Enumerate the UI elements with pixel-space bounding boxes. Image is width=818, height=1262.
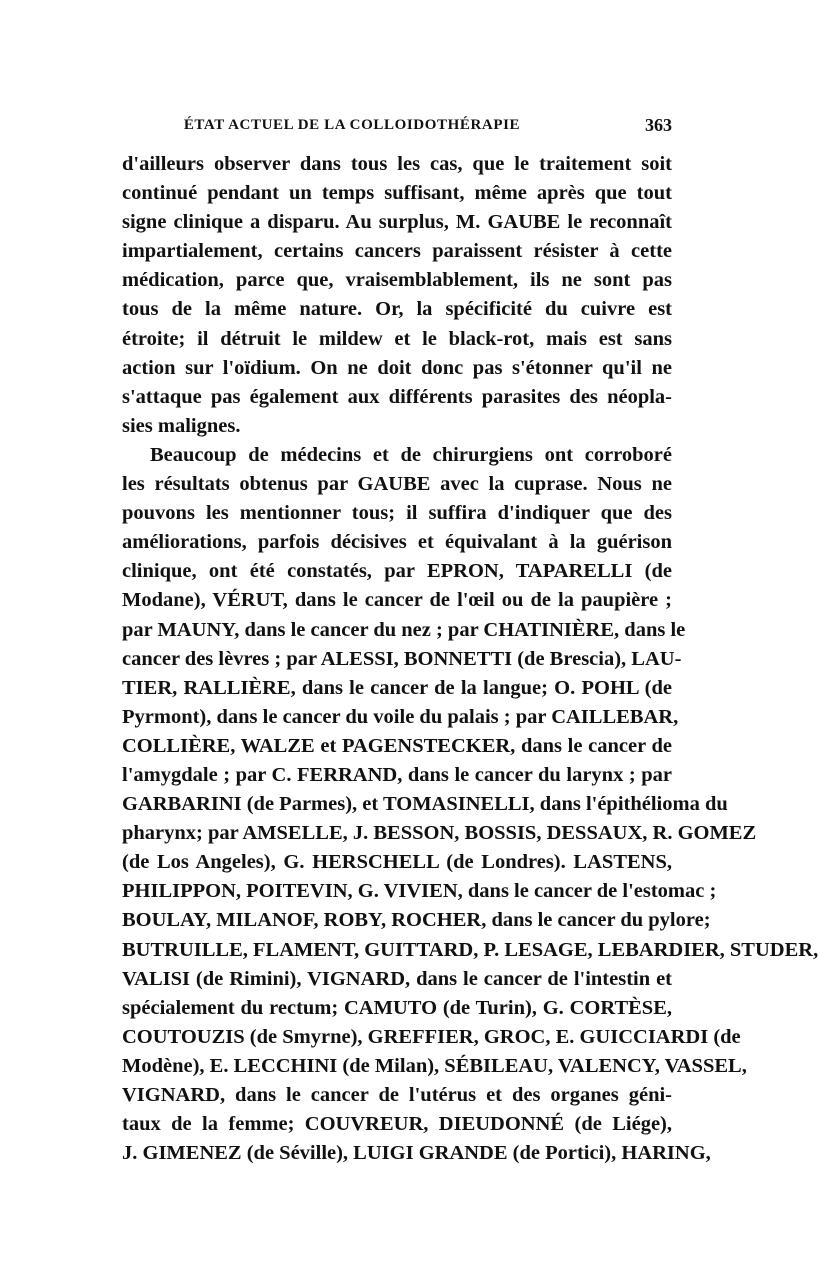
text-line: J. GIMENEZ (de Séville), LUIGI GRANDE (de Portici), HARING,	[122, 1142, 711, 1165]
text-line: pouvons les mentionner tous; il suffira d'indiquer que des	[122, 502, 672, 525]
text-line: TIER, RALLIÈRE, dans le cancer de la langue; O. POHL (de	[122, 676, 672, 699]
text-line: COUTOUZIS (de Smyrne), GREFFIER, GROC, E. GUICCIARDI (de	[122, 1025, 741, 1048]
page-number: 363	[645, 115, 672, 135]
text-line: tous de la même nature. Or, la spécificité du cuivre est	[122, 298, 672, 321]
text-line: Pyrmont), dans le cancer du voile du palais ; par CAILLEBAR,	[122, 705, 679, 728]
text-line: étroite; il détruit le mildew et le black-rot, mais est sans	[122, 327, 672, 350]
text-line: cancer des lèvres ; par ALESSI, BONNETTI (de Brescia), LAU-	[122, 647, 682, 670]
paragraph-1	[122, 150, 672, 441]
running-head	[122, 117, 672, 141]
text-line: s'attaque pas également aux différents parasites des néopla-	[122, 385, 672, 408]
text-line: BUTRUILLE, FLAMENT, GUITTARD, P. LESAGE, LEBARDIER, STUDER,	[122, 938, 818, 961]
text-line: par MAUNY, dans le cancer du nez ; par CHATINIÈRE, dans le	[122, 618, 686, 641]
text-line: (de Los Angeles), G. HERSCHELL (de Londres). LASTENS,	[122, 851, 672, 874]
text-line: les résultats obtenus par GAUBE avec la cuprase. Nous ne	[122, 473, 672, 496]
text-line: continué pendant un temps suffisant, même après que tout	[122, 182, 672, 205]
text-line: Beaucoup de médecins et de chirurgiens ont corroboré	[150, 443, 672, 466]
text-line: médication, parce que, vraisemblablement, ils ne sont pas	[122, 269, 672, 292]
text-line: clinique, ont été constatés, par EPRON, TAPARELLI (de	[122, 560, 672, 583]
text-line: sies malignes.	[122, 414, 241, 437]
text-line: Modène), E. LECCHINI (de Milan), SÉBILEAU, VALENCY, VASSEL,	[122, 1054, 747, 1077]
text-line: VIGNARD, dans le cancer de l'utérus et des organes géni-	[122, 1084, 672, 1106]
text-line: spécialement du rectum; CAMUTO (de Turin), G. CORTÈSE,	[122, 996, 672, 1019]
text-line: action sur l'oïdium. On ne doit donc pas s'étonner qu'il ne	[122, 356, 672, 379]
text-line: améliorations, parfois décisives et équivalant à la guérison	[122, 531, 672, 554]
text-line: d'ailleurs observer dans tous les cas, que le traitement soit	[122, 153, 672, 175]
text-line: pharynx; par AMSELLE, J. BESSON, BOSSIS, DESSAUX, R. GOMEZ	[122, 822, 757, 845]
text-line: signe clinique a disparu. Au surplus, M. GAUBE le reconnaît	[122, 211, 672, 234]
text-line: taux de la femme; COUVREUR, DIEUDONNÉ (de Liége),	[122, 1113, 672, 1136]
text-line: Modane), VÉRUT, dans le cancer de l'œil ou de la paupière ;	[122, 589, 672, 612]
text-line: impartialement, certains cancers paraissent résister à cette	[122, 240, 672, 263]
text-line: GARBARINI (de Parmes), et TOMASINELLI, dans l'épithélioma du	[122, 793, 728, 816]
running-title: ÉTAT ACTUEL DE LA COLLOIDOTHÉRAPIE	[183, 117, 521, 133]
paragraph-2	[122, 441, 818, 1168]
text-line: COLLIÈRE, WALZE et PAGENSTECKER, dans le cancer de	[122, 734, 672, 757]
text-line: BOULAY, MILANOF, ROBY, ROCHER, dans le cancer du pylore;	[122, 909, 711, 932]
text-line: PHILIPPON, POITEVIN, G. VIVIEN, dans le cancer de l'estomac ;	[122, 880, 717, 903]
text-line: VALISI (de Rimini), VIGNARD, dans le cancer de l'intestin et	[122, 967, 672, 990]
text-line: l'amygdale ; par C. FERRAND, dans le cancer du larynx ; par	[122, 763, 672, 786]
body-text	[122, 150, 818, 1168]
